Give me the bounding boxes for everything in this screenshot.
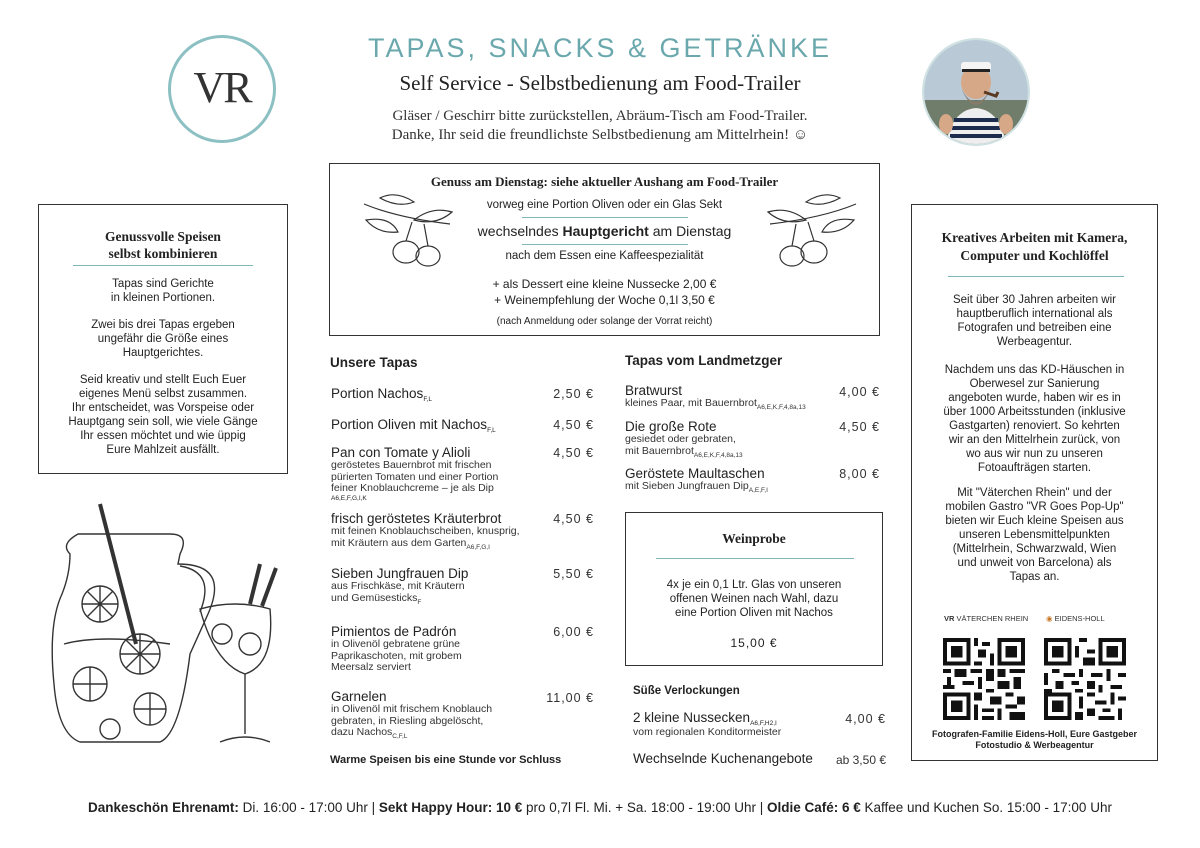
olive-branch-left-icon	[358, 190, 460, 274]
right-box-footer: Fotografen-Familie Eidens-Holl, Eure Gastgeber Fotostudio & Werbeagentur	[931, 729, 1138, 750]
footer-offers: Dankeschön Ehrenamt: Di. 16:00 - 17:00 Uhr | Sekt Happy Hour: 10 € pro 0,7l Fl. Mi. + Sa. 18:00 - 19:00 Uhr | Oldie Café: 6 € Kaffee und Kuchen So. 15:00 - 17:00 Uhr	[88, 800, 1112, 815]
tapas-heading: Unsere Tapas	[330, 355, 418, 370]
tuesday-line-5: + Weinempfehlung der Woche 0,1l 3,50 €	[494, 293, 715, 307]
combine-dishes-box	[38, 204, 288, 474]
menu-item: Wechselnde Kuchenangebote	[633, 751, 813, 766]
menu-item: Die große Rote gesiedet oder gebraten, mit Bauernbrot$_{A6,E,K,F,4,8a,13}$	[625, 419, 743, 459]
wine-tasting-price: 15,00 €	[730, 636, 778, 650]
tuesday-special-box	[329, 163, 880, 336]
intro-line-1: Gläser / Geschirr bitte zurückstellen, Abräum-Tisch am Food-Trailer.	[392, 108, 808, 124]
divider	[522, 244, 688, 245]
sangria-pitcher-illustration	[40, 494, 310, 764]
divider	[948, 276, 1124, 277]
menu-item-price: 8,00 €	[839, 467, 880, 481]
tuesday-line-4: + als Dessert eine kleine Nussecke 2,00 €	[492, 277, 717, 291]
menu-item: Pan con Tomate y Alioli geröstetes Bauernbrot mit frischen pürierten Tomaten und einer Portion feiner Knoblauchcreme – je als Dip A6,E,F,G,I,K	[331, 445, 499, 502]
logo-text: VR	[193, 63, 251, 112]
menu-item: Garnelen in Olivenöl mit frischem Knoblauch gebraten, in Riesling abgelöscht, dazu Nachos$_{C,F,L}$	[331, 689, 493, 740]
menu-item-price: 4,00 €	[845, 712, 886, 726]
intro-line-2: Danke, Ihr seid die freundlichste Selbstbedienung am Mittelrhein! ☺	[391, 127, 809, 143]
left-box-paragraph-1: Tapas sind Gerichte in kleinen Portionen.	[110, 278, 216, 304]
wine-tasting-description: 4x je ein 0,1 Ltr. Glas von unseren offenen Weinen nach Wahl, dazu eine Portion Oliven mit Nachos	[666, 579, 842, 619]
menu-item: Pimientos de Padrón in Olivenöl gebratene grüne Paprikaschoten, mit grobem Meersalz serviert	[331, 624, 462, 673]
wine-tasting-box	[625, 512, 883, 666]
warm-food-note: Warme Speisen bis eine Stunde vor Schluss	[330, 754, 562, 766]
menu-item: frisch geröstetes Kräuterbrot mit feinen Knoblauchscheiben, knusprig, mit Kräutern aus dem Garten$_{A6,F,G,I}$	[331, 511, 520, 551]
vr-logo	[168, 35, 276, 143]
right-box-paragraph-3: Mit "Väterchen Rhein" und der mobilen Gastro "VR Goes Pop-Up" bieten wir Euch kleine Speisen aus unseren Lebensmittelpunkten (Mittelrhein, Schwarzwald, Wien und unweit von Barcelona) als Tapas an.	[945, 487, 1124, 583]
vaeterchen-rhein-logo: VR VÄTERCHEN RHEIN	[944, 614, 1029, 623]
host-portrait-image	[922, 38, 1030, 146]
qr-code-eidens-holl[interactable]	[1044, 638, 1126, 720]
menu-item-price: 4,50 €	[553, 446, 594, 460]
menu-item: Bratwurst kleines Paar, mit Bauernbrot$_{A6,E,K,F,4,8a,13}$	[625, 383, 806, 411]
divider	[522, 217, 688, 218]
page-subtitle: Self Service - Selbstbedienung am Food-Trailer	[399, 71, 801, 95]
left-box-title: Genussvolle Speisen selbst kombinieren	[105, 229, 221, 261]
menu-item-price: 4,50 €	[839, 420, 880, 434]
sweets-heading: Süße Verlockungen	[633, 685, 740, 697]
tuesday-line-3: nach dem Essen eine Kaffeespezialität	[505, 250, 704, 262]
menu-item-price: 4,50 €	[553, 418, 594, 432]
divider	[73, 265, 253, 266]
qr-code-vaeterchen-rhein[interactable]	[943, 638, 1025, 720]
wine-tasting-title: Weinprobe	[722, 531, 786, 546]
menu-item: Sieben Jungfrauen Dip aus Frischkäse, mit Kräutern und Gemüsesticks$_F$	[331, 566, 469, 606]
right-box-paragraph-1: Seit über 30 Jahren arbeiten wir hauptberuflich international als Fotografen und betreiben eine Werbeagentur.	[952, 294, 1116, 348]
divider	[656, 558, 854, 559]
menu-item-price: 4,50 €	[553, 512, 594, 526]
left-box-paragraph-3: Seid kreativ und stellt Euch Euer eigenes Menü selbst zusammen. Ihr entscheidet, was Vorspeise oder Hauptgang sein soll, wie viele Gänge Ihr essen möchtet und wie üppig Eure Mahlzeit ausfällt.	[68, 374, 258, 456]
menu-item-price: 6,00 €	[553, 625, 594, 639]
eidens-holl-logo: ◉ EIDENS-HOLL	[1046, 614, 1105, 623]
menu-item: Portion Oliven mit Nachos$_{F,L}$	[331, 417, 496, 434]
about-us-box	[911, 204, 1158, 761]
metzger-heading: Tapas vom Landmetzger	[625, 353, 783, 368]
menu-item-price: 11,00 €	[546, 691, 594, 705]
tuesday-note: (nach Anmeldung oder solange der Vorrat reicht)	[496, 316, 713, 327]
left-box-paragraph-2: Zwei bis drei Tapas ergeben ungefähr die Größe eines Hauptgerichtes.	[91, 319, 235, 359]
right-box-title: Kreatives Arbeiten mit Kamera, Computer und Kochlöffel	[941, 230, 1128, 263]
page-title: TAPAS, SNACKS & GETRÄNKE	[367, 33, 833, 63]
tuesday-line-2: wechselndes Hauptgericht am Dienstag	[477, 223, 732, 239]
tuesday-heading: Genuss am Dienstag: siehe aktueller Aushang am Food-Trailer	[430, 174, 779, 189]
olive-branch-right-icon	[760, 190, 862, 274]
menu-item: Geröstete Maultaschen mit Sieben Jungfrauen Dip$_{A,E,F,I}$	[625, 466, 768, 494]
menu-item: 2 kleine Nussecken$_{A6,F,H2,I}$ vom regionalen Konditormeister	[633, 710, 782, 738]
menu-item-price: 2,50 €	[553, 387, 594, 401]
menu-item-price: ab 3,50 €	[835, 753, 886, 767]
menu-item-price: 5,50 €	[553, 567, 594, 581]
tuesday-line-1: vorweg eine Portion Oliven oder ein Glas Sekt	[486, 199, 723, 211]
menu-item-price: 4,00 €	[839, 385, 880, 399]
menu-item: Portion Nachos$_{F,L}$	[331, 386, 432, 403]
right-box-paragraph-2: Nachdem uns das KD-Häuschen in Oberwesel zur Sanierung angeboten wurde, haben wir es in über 1000 Arbeitsstunden (inklusive Gastgarten) renoviert. So kehrten wir an den Mittelrhein zurück, von wo aus wir nun zu unseren Fotoaufträgen starten.	[943, 364, 1126, 474]
